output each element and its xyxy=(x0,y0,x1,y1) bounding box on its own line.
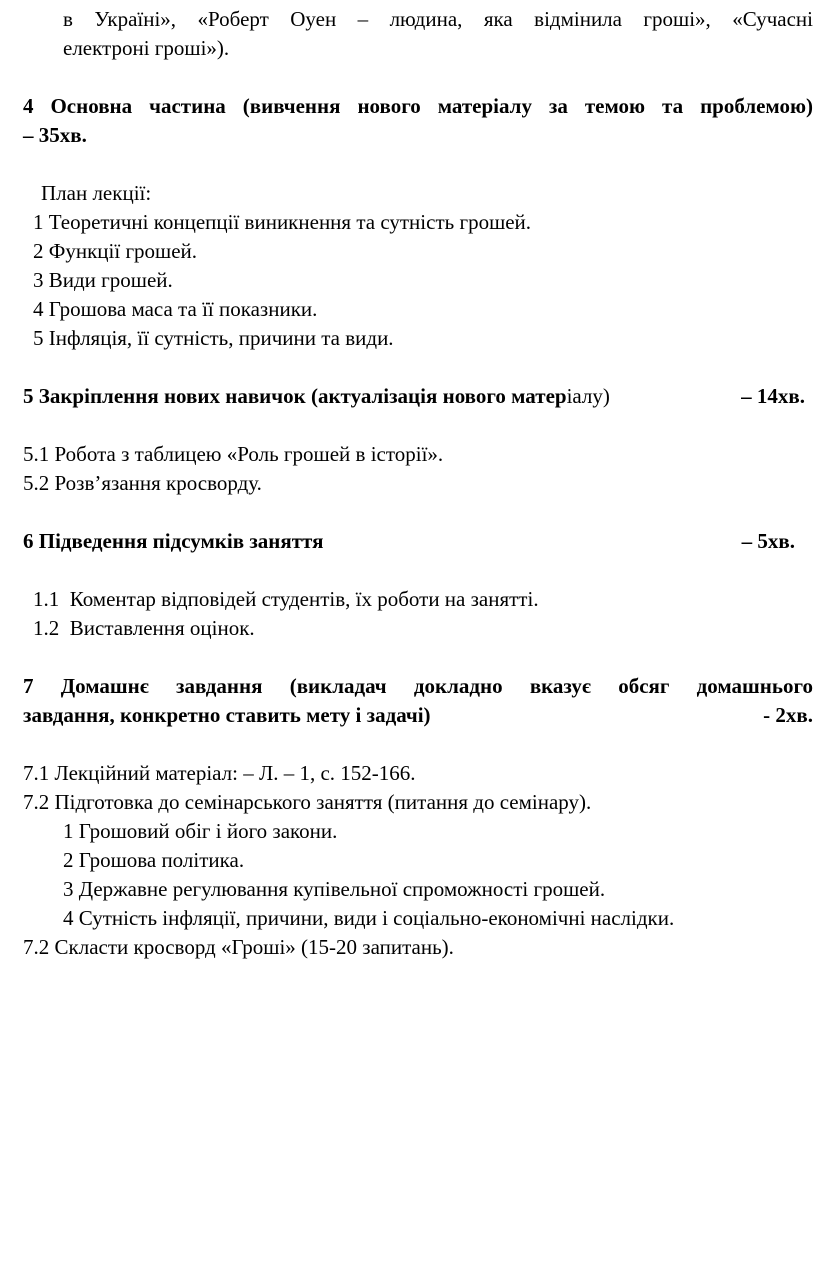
section-5-heading xyxy=(23,382,813,411)
section-6-item xyxy=(23,585,813,614)
plan-title: План лекції: xyxy=(41,181,152,205)
plan-item: 4 Грошова маса та її показники. xyxy=(33,297,318,321)
section-5-item: 5.2 Розв’язання кросворду. xyxy=(23,471,262,495)
section-6-item-text: Виставлення оцінок. xyxy=(69,616,255,640)
seminar-question: 4 Сутність інфляції, причини, види і соціально-економічні наслідки. xyxy=(63,906,675,930)
section-5-title xyxy=(23,382,610,411)
section-5-title-plain: іалу) xyxy=(566,384,610,408)
plan-item: 1 Теоретичні концепції виникнення та сутність грошей. xyxy=(33,210,532,234)
section-4-heading-time: – 35хв. xyxy=(23,123,87,147)
plan-item: 5 Інфляція, її сутність, причини та види. xyxy=(33,326,394,350)
seminar-question: 1 Грошовий обіг і його закони. xyxy=(63,819,338,843)
section-6-item-number: 1.2 xyxy=(33,616,60,640)
section-5-time: – 14хв. xyxy=(741,384,805,408)
seminar-question: 2 Грошова політика. xyxy=(63,848,245,872)
plan-item: 2 Функції грошей. xyxy=(33,239,198,263)
section-6-item-text: Коментар відповідей студентів, їх роботи на занятті. xyxy=(69,587,539,611)
plan-item: 3 Види грошей. xyxy=(33,268,173,292)
intro-line-2: електроні гроші»). xyxy=(63,36,230,60)
section-5-title-bold: 5 Закріплення нових навичок (актуалізація нового матер xyxy=(23,384,567,408)
intro-line-1: в Україні», «Роберт Оуен – людина, яка відмінила гроші», «Сучасні xyxy=(63,7,813,31)
section-7-item: 7.1 Лекційний матеріал: – Л. – 1, с. 152-166. xyxy=(23,761,416,785)
document-page xyxy=(23,5,813,962)
section-7-heading-cont: завдання, конкретно ставить мету і задачі) xyxy=(23,703,431,727)
section-5-item: 5.1 Робота з таблицею «Роль грошей в історії». xyxy=(23,442,444,466)
section-4-heading: 4 Основна частина (вивчення нового матеріалу за темою та проблемою) xyxy=(23,94,813,118)
section-6-time: – 5хв. xyxy=(741,529,795,553)
section-6-item-number: 1.1 xyxy=(33,587,60,611)
section-6-heading xyxy=(23,527,813,556)
section-7-time: - 2хв. xyxy=(763,703,813,727)
section-7-heading: 7 Домашнє завдання (викладач докладно вказує обсяг домашнього xyxy=(23,674,813,698)
section-7-item: 7.2 Скласти кросворд «Гроші» (15-20 запитань). xyxy=(23,935,454,959)
section-7-heading-line-2 xyxy=(23,701,813,730)
section-7-item: 7.2 Підготовка до семінарського заняття (питання до семінару). xyxy=(23,790,592,814)
section-6-item xyxy=(23,614,813,643)
seminar-question: 3 Державне регулювання купівельної спроможності грошей. xyxy=(63,877,606,901)
section-6-title: 6 Підведення підсумків заняття xyxy=(23,529,324,553)
